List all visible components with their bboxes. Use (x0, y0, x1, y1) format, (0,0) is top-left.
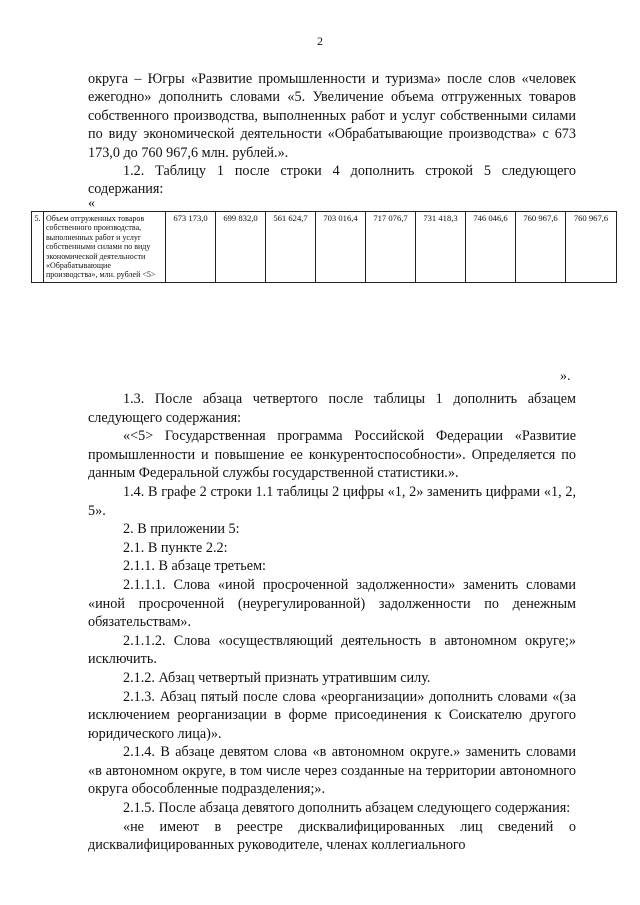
paragraph-2-1-3: 2.1.3. Абзац пятый после слова «реорганизации» дополнить словами «(за исключением реорганизации в форме присоединения к Соискателю другого юридического лица)». (88, 688, 576, 742)
paragraph-2-1-1: 2.1.1. В абзаце третьем: (123, 558, 266, 575)
value-cell: 717 076,7 (366, 212, 416, 283)
value-cell: 760 967,6 (516, 212, 566, 283)
paragraph-2-1-5: 2.1.5. После абзаца девятого дополнить абзацем следующего содержания: (123, 800, 571, 817)
paragraph-2-1-1-1: 2.1.1.1. Слова «иной просроченной задолженности» заменить словами «иной просроченной (неурегулированной) задолженности по денежным обязательствам». (88, 576, 576, 631)
paragraph-1-4: 1.4. В графе 2 строки 1.1 таблицы 2 цифры «1, 2» заменить цифрами «1, 2, 5». (88, 483, 576, 519)
value-cell: 561 624,7 (266, 212, 316, 283)
paragraph-2-1-4: 2.1.4. В абзаце девятом слова «в автономном округе.» заменить словами «в автономном округе, в том числе через созданные на территории автономного округа обособленные подразделения;». (88, 744, 576, 798)
inserted-table-row (31, 211, 617, 283)
quote-close-mark: ». (560, 369, 571, 384)
value-cell: 699 832,0 (216, 212, 266, 283)
value-cell: 746 046,6 (466, 212, 516, 283)
quote-open-mark: « (88, 196, 95, 211)
row-number-cell: 5. (32, 212, 44, 283)
value-cell: 673 173,0 (166, 212, 216, 283)
paragraph-2-1: 2.1. В пункте 2.2: (123, 539, 228, 556)
value-cell: 731 418,3 (416, 212, 466, 283)
paragraph-new-clause: «не имеют в реестре дисквалифицированных лиц сведений о дисквалифицированных руководителе, членах коллегиального (88, 818, 576, 854)
paragraph-2-1-2: 2.1.2. Абзац четвертый признать утратившим силу. (123, 669, 431, 686)
paragraph-2-1-1-2: 2.1.1.2. Слова «осуществляющий деятельность в автономном округе;» исключить. (88, 632, 576, 668)
value-cell: 703 016,4 (316, 212, 366, 283)
paragraph-2: 2. В приложении 5: (123, 521, 240, 538)
lower-text-block (88, 390, 576, 855)
paragraph-1-3: 1.3. После абзаца четвертого после таблицы 1 дополнить абзацем следующего содержания: (88, 391, 576, 426)
paragraph-amendment-goal: округа – Югры «Развитие промышленности и туризма» после слов «человек ежегодно» дополнить словами «5. Увеличение объема отгруженных товаров собственного производства, выполненных работ и услуг собственными силами по виду экономической деятельности «Обрабатывающие производства» с 673 173,0 до 760 967,6 млн. рублей.». (88, 71, 576, 161)
paragraph-footnote-5: «<5> Государственная программа Российской Федерации «Развитие промышленности и повышение ее конкурентоспособности». Определяется по данным Федеральной службы государственной статистики.». (88, 428, 576, 482)
indicator-description-cell: Объем отгруженных товаров собственного производства, выполненных работ и услуг собственными силами по виду экономической деятельности «Обрабатывающие производства», млн. рублей <5> (44, 212, 166, 283)
top-text-block (88, 70, 576, 199)
paragraph-1-2: 1.2. Таблицу 1 после строки 4 дополнить строкой 5 следующего содержания: (88, 163, 576, 198)
page-number: 2 (317, 34, 323, 48)
table-row (32, 212, 617, 283)
value-cell: 760 967,6 (566, 212, 617, 283)
